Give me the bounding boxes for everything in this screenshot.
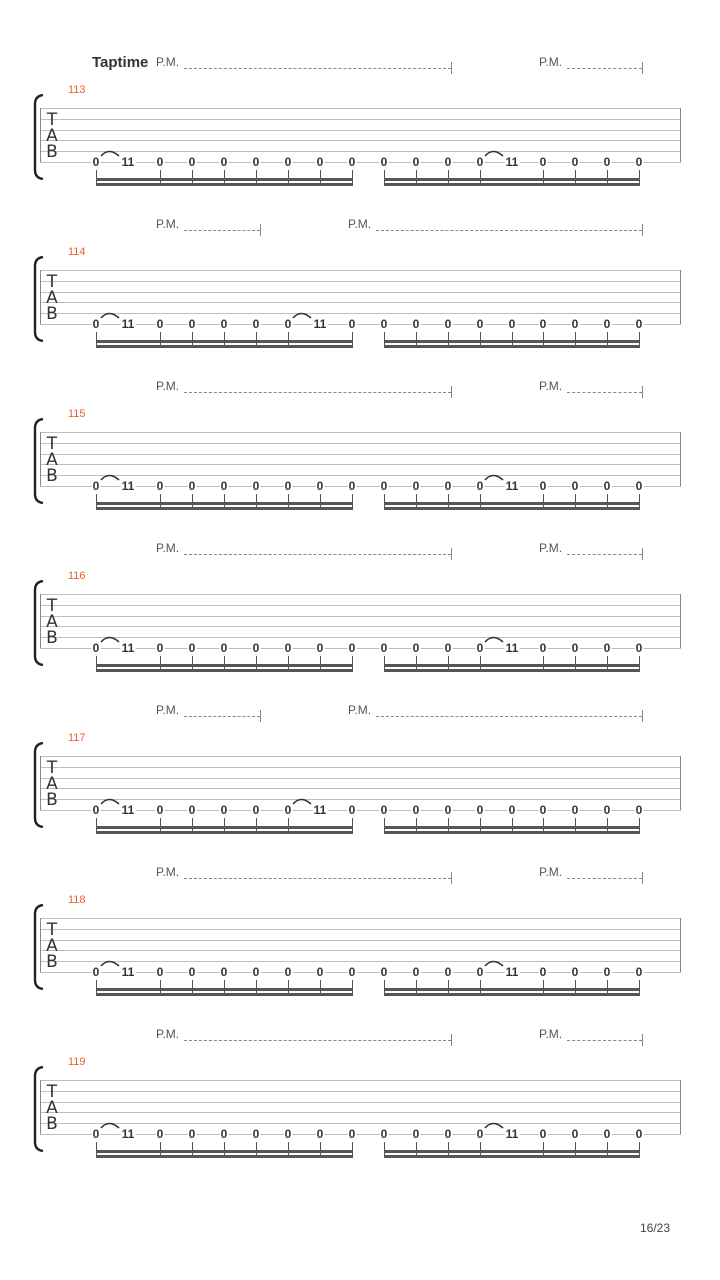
string-line: [40, 1112, 681, 1113]
note-beam: [384, 340, 640, 343]
palm-mute-end-mark: [451, 386, 452, 398]
tab-clef-letter: A: [46, 288, 58, 308]
fret-number: 0: [412, 1127, 420, 1141]
fret-number: 0: [252, 155, 260, 169]
tab-clef-letter: T: [46, 758, 58, 778]
string-line: [40, 1080, 681, 1081]
end-barline: [680, 1080, 681, 1134]
string-line: [40, 637, 681, 638]
measure-number: 113: [68, 84, 86, 96]
string-line: [40, 810, 681, 811]
fret-number: 0: [571, 1127, 579, 1141]
string-line: [40, 778, 681, 779]
palm-mute-end-mark: [642, 872, 643, 884]
fret-number: 0: [156, 155, 164, 169]
tie-arc: [100, 1121, 120, 1129]
fret-number: 0: [444, 155, 452, 169]
palm-mute-end-mark: [451, 872, 452, 884]
fret-number: 0: [188, 803, 196, 817]
fret-number: 11: [313, 803, 327, 817]
string-line: [40, 756, 681, 757]
note-beam: [384, 831, 640, 834]
tab-clef-letter: B: [46, 628, 58, 648]
note-beam: [96, 178, 353, 181]
fret-number: 0: [188, 479, 196, 493]
fret-number: 0: [476, 803, 484, 817]
fret-number: 0: [508, 317, 516, 331]
palm-mute-end-mark: [642, 62, 643, 74]
palm-mute-extension: [184, 68, 451, 69]
fret-number: 0: [412, 479, 420, 493]
palm-mute-extension: [184, 1040, 451, 1041]
fret-number: 11: [121, 641, 135, 655]
note-beam: [384, 183, 640, 186]
note-beam: [96, 183, 353, 186]
palm-mute-label: P.M.: [156, 703, 180, 717]
string-line: [40, 918, 681, 919]
fret-number: 11: [505, 965, 519, 979]
fret-number: 0: [252, 317, 260, 331]
palm-mute-end-mark: [451, 62, 452, 74]
palm-mute-label: P.M.: [156, 541, 180, 555]
fret-number: 0: [348, 641, 356, 655]
fret-number: 0: [603, 803, 611, 817]
palm-mute-extension: [567, 68, 642, 69]
palm-mute-end-mark: [642, 386, 643, 398]
palm-mute-label: P.M.: [156, 55, 180, 69]
fret-number: 0: [348, 155, 356, 169]
fret-number: 0: [284, 317, 292, 331]
tie-arc: [484, 149, 504, 157]
note-beam: [96, 831, 353, 834]
fret-number: 0: [92, 1127, 100, 1141]
fret-number: 11: [121, 965, 135, 979]
palm-mute-label: P.M.: [156, 217, 180, 231]
fret-number: 0: [252, 965, 260, 979]
note-beam: [384, 178, 640, 181]
end-barline: [680, 594, 681, 648]
string-line: [40, 1102, 681, 1103]
tie-arc: [484, 473, 504, 481]
fret-number: 0: [92, 317, 100, 331]
palm-mute-extension: [376, 230, 642, 231]
tie-arc: [100, 473, 120, 481]
fret-number: 0: [252, 1127, 260, 1141]
string-line: [40, 605, 681, 606]
note-beam: [96, 988, 353, 991]
palm-mute-end-mark: [260, 710, 261, 722]
palm-mute-end-mark: [642, 1034, 643, 1046]
fret-number: 0: [571, 641, 579, 655]
note-beam: [96, 340, 353, 343]
fret-number: 0: [412, 317, 420, 331]
fret-number: 11: [121, 1127, 135, 1141]
fret-number: 0: [380, 641, 388, 655]
fret-number: 0: [635, 155, 643, 169]
palm-mute-extension: [376, 716, 642, 717]
palm-mute-label: P.M.: [156, 865, 180, 879]
palm-mute-label: P.M.: [539, 865, 563, 879]
string-line: [40, 464, 681, 465]
fret-number: 0: [635, 317, 643, 331]
note-beam: [384, 507, 640, 510]
string-line: [40, 151, 681, 152]
fret-number: 0: [444, 803, 452, 817]
fret-number: 0: [539, 317, 547, 331]
note-beam: [384, 502, 640, 505]
fret-number: 0: [412, 965, 420, 979]
palm-mute-end-mark: [260, 224, 261, 236]
fret-number: 0: [603, 155, 611, 169]
string-line: [40, 961, 681, 962]
string-line: [40, 767, 681, 768]
measure-number: 117: [68, 732, 86, 744]
string-line: [40, 281, 681, 282]
fret-number: 0: [316, 641, 324, 655]
string-line: [40, 313, 681, 314]
end-barline: [680, 270, 681, 324]
tie-arc: [100, 149, 120, 157]
fret-number: 0: [571, 479, 579, 493]
fret-number: 0: [380, 479, 388, 493]
fret-number: 0: [348, 803, 356, 817]
palm-mute-label: P.M.: [539, 55, 563, 69]
note-beam: [96, 669, 353, 672]
fret-number: 0: [444, 479, 452, 493]
string-line: [40, 486, 681, 487]
fret-number: 0: [603, 641, 611, 655]
note-beam: [96, 826, 353, 829]
string-line: [40, 119, 681, 120]
fret-number: 0: [603, 965, 611, 979]
fret-number: 0: [603, 479, 611, 493]
fret-number: 0: [380, 803, 388, 817]
fret-number: 11: [121, 479, 135, 493]
string-line: [40, 950, 681, 951]
tie-arc: [292, 311, 312, 319]
string-line: [40, 1091, 681, 1092]
fret-number: 0: [476, 965, 484, 979]
tab-clef-letter: T: [46, 920, 58, 940]
string-line: [40, 616, 681, 617]
fret-number: 0: [571, 965, 579, 979]
fret-number: 0: [539, 1127, 547, 1141]
tab-system: [0, 1026, 720, 1188]
string-line: [40, 940, 681, 941]
end-barline: [680, 432, 681, 486]
note-beam: [96, 502, 353, 505]
measure-number: 119: [68, 1056, 86, 1068]
fret-number: 0: [188, 1127, 196, 1141]
palm-mute-label: P.M.: [348, 703, 372, 717]
fret-number: 0: [348, 317, 356, 331]
note-beam: [96, 993, 353, 996]
section-label: Taptime: [92, 54, 149, 71]
string-line: [40, 972, 681, 973]
fret-number: 11: [505, 641, 519, 655]
string-line: [40, 443, 681, 444]
fret-number: 0: [188, 155, 196, 169]
palm-mute-end-mark: [642, 548, 643, 560]
fret-number: 0: [156, 641, 164, 655]
note-beam: [96, 664, 353, 667]
fret-number: 0: [220, 965, 228, 979]
fret-number: 0: [412, 155, 420, 169]
note-beam: [96, 1155, 353, 1158]
string-line: [40, 130, 681, 131]
fret-number: 0: [252, 641, 260, 655]
tab-system: [0, 216, 720, 378]
string-line: [40, 1134, 681, 1135]
palm-mute-extension: [184, 554, 451, 555]
string-line: [40, 929, 681, 930]
fret-number: 0: [220, 1127, 228, 1141]
fret-number: 0: [635, 803, 643, 817]
fret-number: 0: [92, 803, 100, 817]
fret-number: 0: [156, 803, 164, 817]
fret-number: 0: [220, 641, 228, 655]
fret-number: 0: [635, 1127, 643, 1141]
tie-arc: [484, 1121, 504, 1129]
tab-clef-letter: A: [46, 126, 58, 146]
palm-mute-label: P.M.: [156, 379, 180, 393]
palm-mute-label: P.M.: [539, 541, 563, 555]
fret-number: 0: [156, 317, 164, 331]
tab-system: [0, 54, 720, 216]
end-barline: [680, 756, 681, 810]
string-line: [40, 432, 681, 433]
tab-clef-letter: T: [46, 110, 58, 130]
fret-number: 0: [571, 803, 579, 817]
fret-number: 0: [92, 641, 100, 655]
fret-number: 0: [156, 1127, 164, 1141]
palm-mute-end-mark: [642, 224, 643, 236]
note-beam: [384, 993, 640, 996]
fret-number: 0: [316, 965, 324, 979]
fret-number: 0: [348, 1127, 356, 1141]
fret-number: 0: [284, 1127, 292, 1141]
fret-number: 0: [188, 641, 196, 655]
fret-number: 11: [121, 317, 135, 331]
fret-number: 11: [121, 803, 135, 817]
string-line: [40, 475, 681, 476]
tie-arc: [484, 635, 504, 643]
fret-number: 0: [603, 1127, 611, 1141]
fret-number: 0: [348, 479, 356, 493]
fret-number: 0: [380, 155, 388, 169]
fret-number: 0: [444, 1127, 452, 1141]
string-line: [40, 799, 681, 800]
palm-mute-extension: [184, 230, 260, 231]
string-line: [40, 302, 681, 303]
string-line: [40, 788, 681, 789]
fret-number: 0: [571, 155, 579, 169]
palm-mute-label: P.M.: [539, 1027, 563, 1041]
fret-number: 0: [316, 155, 324, 169]
palm-mute-end-mark: [451, 1034, 452, 1046]
string-line: [40, 292, 681, 293]
tab-clef-letter: T: [46, 434, 58, 454]
palm-mute-label: P.M.: [348, 217, 372, 231]
fret-number: 0: [476, 155, 484, 169]
fret-number: 11: [505, 1127, 519, 1141]
palm-mute-extension: [184, 878, 451, 879]
fret-number: 0: [539, 155, 547, 169]
palm-mute-extension: [184, 716, 260, 717]
string-line: [40, 1123, 681, 1124]
fret-number: 0: [539, 479, 547, 493]
fret-number: 0: [188, 965, 196, 979]
fret-number: 0: [635, 641, 643, 655]
fret-number: 11: [505, 155, 519, 169]
fret-number: 0: [476, 641, 484, 655]
note-beam: [384, 669, 640, 672]
fret-number: 0: [316, 1127, 324, 1141]
palm-mute-extension: [567, 554, 642, 555]
tie-arc: [484, 959, 504, 967]
fret-number: 0: [252, 479, 260, 493]
fret-number: 0: [476, 479, 484, 493]
tab-clef-letter: T: [46, 272, 58, 292]
string-line: [40, 594, 681, 595]
fret-number: 0: [635, 479, 643, 493]
fret-number: 0: [220, 317, 228, 331]
fret-number: 0: [156, 965, 164, 979]
fret-number: 0: [380, 1127, 388, 1141]
measure-number: 118: [68, 894, 86, 906]
tab-clef-letter: A: [46, 612, 58, 632]
fret-number: 0: [444, 965, 452, 979]
fret-number: 0: [284, 641, 292, 655]
fret-number: 0: [92, 155, 100, 169]
palm-mute-extension: [567, 392, 642, 393]
fret-number: 0: [284, 803, 292, 817]
tab-clef-letter: T: [46, 596, 58, 616]
fret-number: 0: [220, 803, 228, 817]
fret-number: 0: [220, 155, 228, 169]
tie-arc: [100, 311, 120, 319]
fret-number: 0: [508, 803, 516, 817]
fret-number: 0: [539, 965, 547, 979]
string-line: [40, 626, 681, 627]
fret-number: 0: [316, 479, 324, 493]
note-beam: [384, 345, 640, 348]
palm-mute-end-mark: [642, 710, 643, 722]
note-beam: [384, 1155, 640, 1158]
tab-system: [0, 540, 720, 702]
string-line: [40, 162, 681, 163]
note-beam: [96, 345, 353, 348]
tab-system: [0, 378, 720, 540]
fret-number: 0: [92, 965, 100, 979]
string-line: [40, 108, 681, 109]
fret-number: 0: [412, 641, 420, 655]
measure-number: 114: [68, 246, 86, 258]
tab-clef-letter: B: [46, 466, 58, 486]
string-line: [40, 454, 681, 455]
fret-number: 0: [571, 317, 579, 331]
fret-number: 11: [121, 155, 135, 169]
tab-clef-letter: T: [46, 1082, 58, 1102]
tab-clef-letter: A: [46, 936, 58, 956]
fret-number: 11: [313, 317, 327, 331]
tab-system: [0, 864, 720, 1026]
fret-number: 0: [220, 479, 228, 493]
fret-number: 0: [539, 803, 547, 817]
fret-number: 11: [505, 479, 519, 493]
note-beam: [96, 507, 353, 510]
tie-arc: [292, 797, 312, 805]
measure-number: 115: [68, 408, 86, 420]
fret-number: 0: [635, 965, 643, 979]
note-beam: [384, 664, 640, 667]
fret-number: 0: [476, 317, 484, 331]
fret-number: 0: [188, 317, 196, 331]
tab-clef-letter: B: [46, 952, 58, 972]
tab-clef-letter: B: [46, 142, 58, 162]
palm-mute-extension: [567, 878, 642, 879]
palm-mute-extension: [184, 392, 451, 393]
fret-number: 0: [156, 479, 164, 493]
fret-number: 0: [252, 803, 260, 817]
note-beam: [384, 988, 640, 991]
fret-number: 0: [444, 641, 452, 655]
tab-clef-letter: A: [46, 774, 58, 794]
end-barline: [680, 108, 681, 162]
fret-number: 0: [603, 317, 611, 331]
fret-number: 0: [476, 1127, 484, 1141]
fret-number: 0: [284, 479, 292, 493]
palm-mute-end-mark: [451, 548, 452, 560]
tab-clef-letter: A: [46, 1098, 58, 1118]
fret-number: 0: [380, 965, 388, 979]
tab-clef-letter: B: [46, 304, 58, 324]
note-beam: [384, 1150, 640, 1153]
string-line: [40, 648, 681, 649]
tab-clef-letter: B: [46, 1114, 58, 1134]
fret-number: 0: [284, 155, 292, 169]
fret-number: 0: [539, 641, 547, 655]
tie-arc: [100, 959, 120, 967]
palm-mute-label: P.M.: [539, 379, 563, 393]
tab-clef-letter: B: [46, 790, 58, 810]
palm-mute-extension: [567, 1040, 642, 1041]
note-beam: [96, 1150, 353, 1153]
string-line: [40, 324, 681, 325]
tab-clef-letter: A: [46, 450, 58, 470]
tab-system: [0, 702, 720, 864]
tie-arc: [100, 797, 120, 805]
end-barline: [680, 918, 681, 972]
note-beam: [384, 826, 640, 829]
fret-number: 0: [412, 803, 420, 817]
fret-number: 0: [284, 965, 292, 979]
string-line: [40, 270, 681, 271]
fret-number: 0: [92, 479, 100, 493]
string-line: [40, 140, 681, 141]
measure-number: 116: [68, 570, 86, 582]
fret-number: 0: [444, 317, 452, 331]
fret-number: 0: [380, 317, 388, 331]
page-number: 16/23: [640, 1221, 671, 1235]
tie-arc: [100, 635, 120, 643]
fret-number: 0: [348, 965, 356, 979]
palm-mute-label: P.M.: [156, 1027, 180, 1041]
